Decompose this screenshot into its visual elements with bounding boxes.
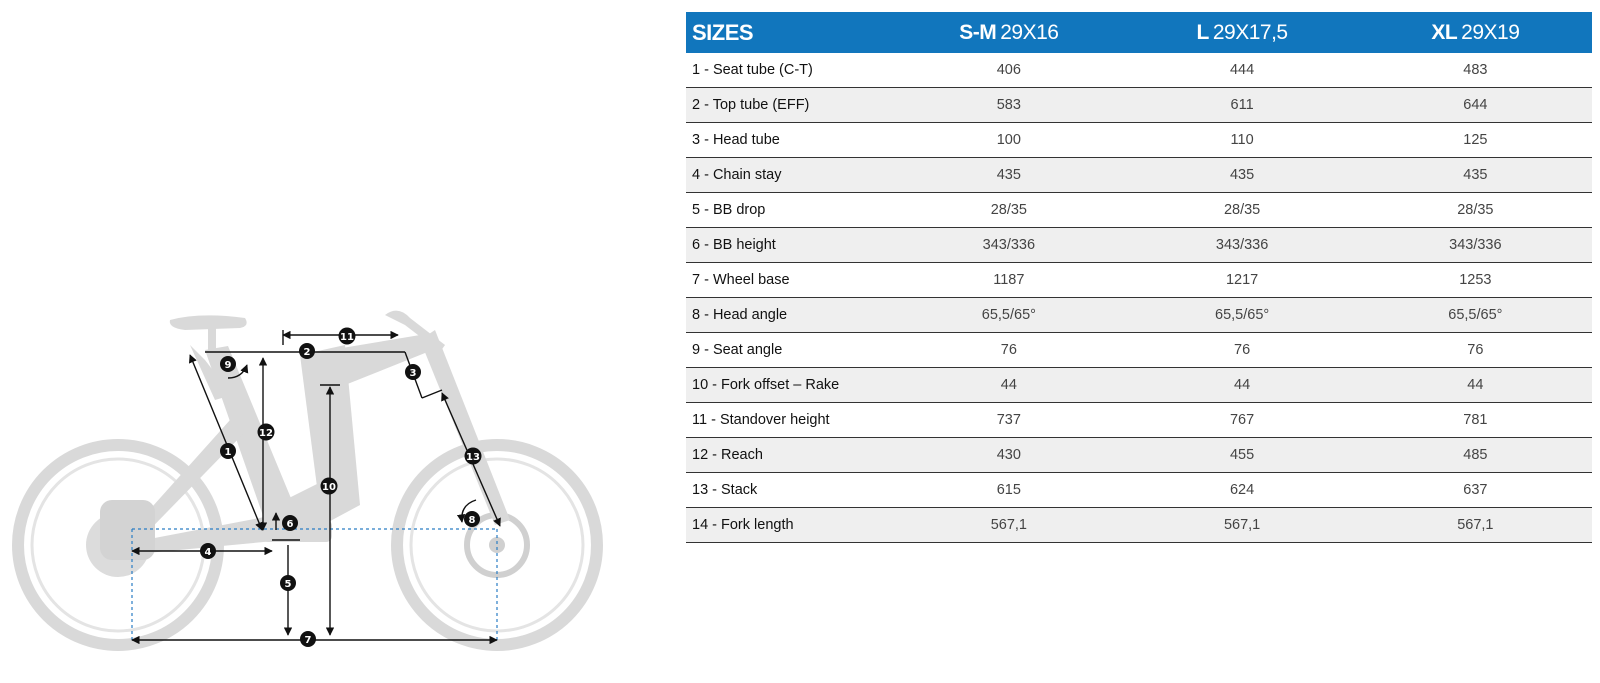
cell-value: 343/336 (892, 228, 1125, 263)
wheel-size: 29X17,5 (1212, 20, 1288, 44)
cell-value: 430 (892, 438, 1125, 473)
cell-value: 615 (892, 473, 1125, 508)
table-header-row (686, 12, 1592, 53)
wheel-size: 29X16 (1000, 20, 1059, 44)
cell-value: 28/35 (1359, 193, 1592, 228)
cell-value: 767 (1125, 403, 1358, 438)
cell-value: 343/336 (1359, 228, 1592, 263)
size-column-header (892, 12, 1125, 53)
cell-value: 455 (1125, 438, 1358, 473)
row-label: 11 - Standover height (686, 403, 892, 438)
row-label: 6 - BB height (686, 228, 892, 263)
sizes-header: SIZES (686, 12, 892, 53)
size-code: L (1196, 20, 1209, 44)
table-row (686, 53, 1592, 88)
row-label: 12 - Reach (686, 438, 892, 473)
cell-value: 44 (1125, 368, 1358, 403)
row-label: 4 - Chain stay (686, 158, 892, 193)
row-label: 14 - Fork length (686, 508, 892, 543)
cell-value: 781 (1359, 403, 1592, 438)
row-label: 10 - Fork offset – Rake (686, 368, 892, 403)
table-row (686, 193, 1592, 228)
svg-text:3: 3 (409, 368, 417, 379)
size-column-header (1359, 12, 1592, 53)
table-row (686, 158, 1592, 193)
cell-value: 125 (1359, 123, 1592, 158)
table-row (686, 473, 1592, 508)
cell-value: 485 (1359, 438, 1592, 473)
cell-value: 343/336 (1125, 228, 1358, 263)
marker-2 (299, 343, 315, 359)
row-label: 7 - Wheel base (686, 263, 892, 298)
bike-geometry-diagram (0, 290, 660, 683)
marker-13 (465, 448, 482, 465)
marker-7 (300, 631, 316, 647)
table-body (686, 53, 1592, 543)
cell-value: 637 (1359, 473, 1592, 508)
table-row (686, 298, 1592, 333)
size-column-header (1125, 12, 1358, 53)
table-row (686, 368, 1592, 403)
bike-illustration (0, 290, 660, 683)
svg-text:1: 1 (224, 447, 232, 458)
row-label: 5 - BB drop (686, 193, 892, 228)
cell-value: 76 (1125, 333, 1358, 368)
table-row (686, 333, 1592, 368)
table-row (686, 263, 1592, 298)
marker-5 (280, 575, 296, 591)
cell-value: 44 (892, 368, 1125, 403)
cell-value: 611 (1125, 88, 1358, 123)
svg-text:2: 2 (303, 347, 311, 358)
svg-text:12: 12 (259, 428, 273, 439)
marker-11 (339, 328, 356, 345)
cell-value: 435 (1359, 158, 1592, 193)
cell-value: 435 (1125, 158, 1358, 193)
table-row (686, 88, 1592, 123)
cell-value: 65,5/65° (1359, 298, 1592, 333)
cell-value: 624 (1125, 473, 1358, 508)
row-label: 13 - Stack (686, 473, 892, 508)
cell-value: 44 (1359, 368, 1592, 403)
cell-value: 435 (892, 158, 1125, 193)
marker-6 (282, 515, 298, 531)
size-code: XL (1431, 20, 1458, 44)
marker-1 (220, 443, 236, 459)
geometry-table (686, 12, 1592, 543)
wheel-size: 29X19 (1461, 20, 1520, 44)
cell-value: 737 (892, 403, 1125, 438)
cell-value: 1253 (1359, 263, 1592, 298)
cell-value: 406 (892, 53, 1125, 88)
cell-value: 65,5/65° (892, 298, 1125, 333)
svg-text:13: 13 (466, 452, 480, 463)
marker-10 (321, 478, 338, 495)
svg-text:5: 5 (284, 579, 292, 590)
marker-9 (220, 356, 236, 372)
cell-value: 65,5/65° (1125, 298, 1358, 333)
cell-value: 644 (1359, 88, 1592, 123)
cell-value: 76 (1359, 333, 1592, 368)
svg-text:8: 8 (468, 515, 476, 526)
cell-value: 567,1 (1125, 508, 1358, 543)
cell-value: 567,1 (892, 508, 1125, 543)
cell-value: 28/35 (1125, 193, 1358, 228)
cell-value: 28/35 (892, 193, 1125, 228)
row-label: 9 - Seat angle (686, 333, 892, 368)
marker-3 (405, 364, 421, 380)
table-row (686, 508, 1592, 543)
cell-value: 1187 (892, 263, 1125, 298)
cell-value: 567,1 (1359, 508, 1592, 543)
row-label: 2 - Top tube (EFF) (686, 88, 892, 123)
table-row (686, 403, 1592, 438)
cell-value: 1217 (1125, 263, 1358, 298)
cell-value: 76 (892, 333, 1125, 368)
marker-12 (258, 424, 275, 441)
cell-value: 444 (1125, 53, 1358, 88)
table-row (686, 438, 1592, 473)
table-row (686, 123, 1592, 158)
saddle (170, 315, 247, 350)
marker-4 (200, 543, 216, 559)
cell-value: 583 (892, 88, 1125, 123)
cell-value: 100 (892, 123, 1125, 158)
row-label: 8 - Head angle (686, 298, 892, 333)
marker-8 (464, 511, 480, 527)
size-code: S-M (959, 20, 997, 44)
row-label: 1 - Seat tube (C-T) (686, 53, 892, 88)
svg-text:9: 9 (224, 360, 232, 371)
svg-text:11: 11 (340, 332, 354, 343)
svg-text:4: 4 (204, 547, 212, 558)
row-label: 3 - Head tube (686, 123, 892, 158)
svg-text:10: 10 (322, 482, 336, 493)
svg-text:6: 6 (286, 519, 294, 530)
svg-text:7: 7 (304, 635, 312, 646)
cell-value: 110 (1125, 123, 1358, 158)
bike-frame (100, 330, 510, 560)
table-row (686, 228, 1592, 263)
cell-value: 483 (1359, 53, 1592, 88)
